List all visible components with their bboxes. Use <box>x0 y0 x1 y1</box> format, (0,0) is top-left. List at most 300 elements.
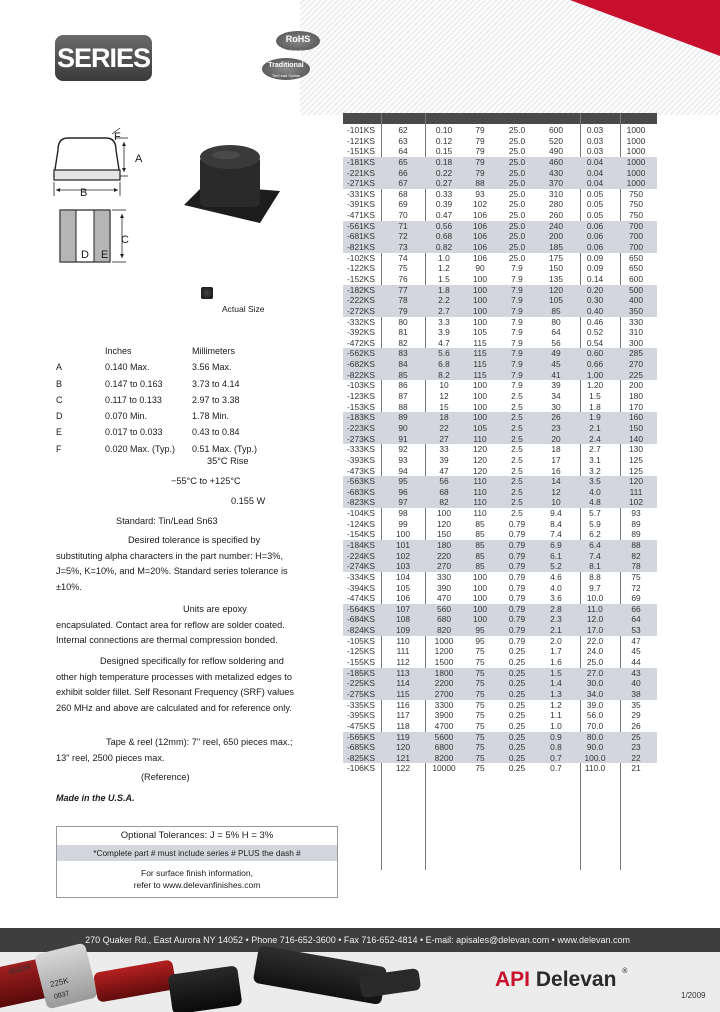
table-cell: 600 <box>629 273 643 284</box>
table-cell: 7.4 <box>589 550 601 561</box>
table-cell: 0.66 <box>586 359 604 370</box>
table-cell: 102 <box>396 550 410 561</box>
table-cell: 0.54 <box>586 337 604 348</box>
table-cell: 7.9 <box>511 337 523 348</box>
coil-image <box>93 959 177 1002</box>
table-cell: 7.9 <box>511 295 523 306</box>
table-cell: 1000 <box>626 167 646 178</box>
table-row <box>343 444 657 455</box>
label-c: C <box>121 234 129 246</box>
table-row <box>343 476 657 487</box>
table-cell: 0.15 <box>435 146 453 157</box>
table-row <box>343 125 657 136</box>
table-cell: 0.56 <box>435 220 453 231</box>
table-cell: 117 <box>396 710 410 721</box>
table-cell: 2.3 <box>550 614 562 625</box>
table-cell: 105 <box>473 422 487 433</box>
table-cell: 122 <box>396 763 410 774</box>
table-cell: 22 <box>439 422 449 433</box>
api-delevan-logo <box>495 968 627 992</box>
table-cell: 300 <box>629 337 643 348</box>
table-cell: 102 <box>473 199 487 210</box>
dimension-cell: 0.020 Max. (Typ.) <box>105 443 176 454</box>
table-cell: 1.5 <box>550 667 562 678</box>
table-cell: 0.27 <box>435 178 453 189</box>
table-cell: 83 <box>398 348 408 359</box>
table-cell: 87 <box>398 391 408 402</box>
table-cell: 100 <box>473 571 487 582</box>
table-cell: 0.03 <box>586 125 604 135</box>
table-cell: 25.0 <box>508 210 526 221</box>
table-cell: 25.0 <box>508 178 526 189</box>
table-cell: 11.0 <box>587 603 603 614</box>
table-cell: 750 <box>629 188 643 199</box>
table-cell: 0.33 <box>435 188 453 199</box>
table-row <box>343 412 657 423</box>
component-marking: 0837 <box>53 990 71 1001</box>
table-cell: 520 <box>549 135 563 146</box>
table-cell: 0.12 <box>435 135 453 146</box>
table-cell: 7.9 <box>511 273 523 284</box>
table-row <box>343 604 657 615</box>
table-cell: 100 <box>473 614 487 625</box>
table-cell: 1.8 <box>438 284 450 295</box>
dimensions-header <box>56 343 292 359</box>
table-cell: 1.00 <box>586 369 604 380</box>
table-cell: 75 <box>475 763 485 774</box>
table-cell: 7.9 <box>511 359 523 370</box>
table-row <box>343 210 657 221</box>
table-cell: 79 <box>475 146 485 157</box>
table-cell: 2.5 <box>511 433 523 444</box>
table-cell: -185KS <box>347 667 375 678</box>
table-cell: 106 <box>396 593 410 604</box>
table-cell: 820 <box>437 625 451 636</box>
table-cell: 75 <box>631 571 641 582</box>
table-cell: 0.04 <box>586 167 604 178</box>
table-cell: -824KS <box>347 625 375 636</box>
table-cell: 25.0 <box>508 252 526 263</box>
table-cell: 106 <box>473 220 487 231</box>
table-cell: 17.0 <box>586 625 604 636</box>
table-cell: -474KS <box>347 593 375 604</box>
table-cell: 3.3 <box>438 316 450 327</box>
table-cell: 1.2 <box>550 699 562 710</box>
logo-delevan: Delevan <box>535 968 617 991</box>
table-cell: 2.5 <box>511 391 523 402</box>
table-cell: 0.40 <box>586 305 604 316</box>
table-cell: 0.7 <box>550 752 562 763</box>
table-row <box>343 678 657 689</box>
table-row <box>343 327 657 338</box>
packaging-paragraph: Tape & reel (12mm): 7" reel, 650 pieces max.; 13" reel, 2500 pieces max. <box>56 737 293 763</box>
table-cell: 78 <box>398 295 408 306</box>
table-cell: 56 <box>439 476 449 487</box>
table-cell: 0.25 <box>508 646 526 657</box>
component-marking: 4590R <box>7 962 33 977</box>
table-cell: 5.7 <box>589 508 601 519</box>
table-cell: 75 <box>475 710 485 721</box>
table-cell: 1500 <box>434 657 454 668</box>
table-cell: 116 <box>396 699 410 710</box>
table-row <box>343 455 657 466</box>
table-cell: 560 <box>437 603 451 614</box>
dimension-row <box>56 359 292 375</box>
table-cell: 0.79 <box>508 518 526 529</box>
table-cell: 0.68 <box>435 231 453 242</box>
revision-date: 1/2009 <box>681 991 706 1000</box>
table-cell: 84 <box>398 359 408 370</box>
table-cell: 3.2 <box>589 465 601 476</box>
table-cell: 120 <box>396 742 410 753</box>
parts-table <box>343 125 657 774</box>
table-cell: 100 <box>473 295 487 306</box>
dimension-cell: 0.070 Min. <box>105 411 148 422</box>
table-cell: 0.20 <box>586 284 604 295</box>
table-cell: 85 <box>475 561 485 572</box>
table-cell: 100 <box>473 316 487 327</box>
table-row <box>343 561 657 572</box>
table-cell: 22.0 <box>586 635 604 646</box>
table-cell: 16 <box>551 465 561 476</box>
table-cell: 1000 <box>626 178 646 189</box>
table-row <box>343 742 657 753</box>
table-cell: 3300 <box>434 699 454 710</box>
traditional-badge-label: Traditional <box>268 62 304 69</box>
dimension-cell: 2.97 to 3.38 <box>192 394 240 405</box>
table-row <box>343 519 657 530</box>
table-cell: 97 <box>398 497 408 508</box>
reference-label: (Reference) <box>141 772 190 782</box>
table-cell: 310 <box>629 327 643 338</box>
table-cell: 67 <box>398 178 408 189</box>
table-cell: 115 <box>473 348 487 359</box>
table-cell: 0.25 <box>508 742 526 753</box>
rohs-badge-sub: Compliant <box>288 48 307 53</box>
table-cell: 91 <box>398 433 408 444</box>
table-cell: 225 <box>629 369 643 380</box>
optional-tolerances: Optional Tolerances: J = 5% H = 3% <box>120 830 274 841</box>
table-cell: 0.60 <box>586 348 604 359</box>
table-cell: 2.0 <box>550 635 562 646</box>
table-cell: -152KS <box>347 273 375 284</box>
table-cell: 75 <box>475 731 485 742</box>
component-marking: 225K <box>49 975 70 990</box>
table-row <box>343 263 657 274</box>
table-cell: 370 <box>549 178 563 189</box>
table-cell: 8.4 <box>550 518 562 529</box>
table-cell: 120 <box>437 518 451 529</box>
table-cell: 22 <box>631 752 641 763</box>
table-cell: 130 <box>629 444 643 455</box>
table-cell: 85 <box>475 539 485 550</box>
table-cell: 20 <box>551 433 561 444</box>
table-cell: 750 <box>629 199 643 210</box>
table-cell: 109 <box>396 625 410 636</box>
design-paragraph: Designed specifically for reflow soldering and other high temperature processes with metalized edges to exhibit solder fillet. Self Resonant Frequency (SRF) values 260 MHz and above are calculated and for reference only. <box>56 656 294 713</box>
table-cell: 64 <box>398 146 408 157</box>
table-cell: 26 <box>551 412 561 423</box>
table-cell: 500 <box>629 284 643 295</box>
table-cell: 185 <box>549 242 563 253</box>
table-cell: 7.9 <box>511 327 523 338</box>
table-cell: 14 <box>551 476 561 487</box>
table-cell: 4.6 <box>550 571 562 582</box>
inductor-photo <box>182 143 282 225</box>
table-row <box>343 157 657 168</box>
table-cell: 110 <box>396 635 410 646</box>
table-cell: 180 <box>629 391 643 402</box>
table-cell: -273KS <box>347 433 375 444</box>
table-cell: 3900 <box>434 710 454 721</box>
finish-info-line-2[interactable]: refer to www.delevanfinishes.com <box>133 880 261 890</box>
table-cell: 85 <box>551 305 561 316</box>
table-cell: 25.0 <box>508 199 526 210</box>
table-row <box>343 402 657 413</box>
table-cell: -182KS <box>347 284 375 295</box>
table-cell: 75 <box>475 720 485 731</box>
dimension-cell: 0.51 Max. (Typ.) <box>192 443 258 454</box>
table-row <box>343 380 657 391</box>
table-cell: 1.4 <box>550 678 562 689</box>
table-cell: -272KS <box>347 305 375 316</box>
table-cell: 106 <box>473 231 487 242</box>
table-cell: 34 <box>551 391 561 402</box>
table-cell: -822KS <box>347 369 375 380</box>
table-cell: -333KS <box>347 444 375 455</box>
table-cell: 25.0 <box>508 146 526 157</box>
temperature-rise: 35°C Rise <box>207 456 249 466</box>
table-cell: 90 <box>475 263 485 274</box>
table-row <box>343 391 657 402</box>
table-cell: 115 <box>396 688 410 699</box>
contact-footer: 270 Quaker Rd., East Aurora NY 14052 • Phone 716-652-3600 • Fax 716-652-4814 • E-mail: apisales@delevan.com • www.delevan.com <box>0 928 720 952</box>
table-cell: 1.0 <box>438 252 450 263</box>
table-cell: 0.06 <box>586 231 604 242</box>
dimension-cell: 3.56 Max. <box>192 362 232 373</box>
table-cell: 75 <box>475 752 485 763</box>
table-cell: 25.0 <box>508 135 526 146</box>
table-cell: -222KS <box>347 295 375 306</box>
table-cell: -274KS <box>347 561 375 572</box>
table-cell: 0.03 <box>586 135 604 146</box>
table-cell: 17 <box>551 454 561 465</box>
complete-part-note: *Complete part # must include series # PLUS the dash # <box>57 845 337 861</box>
corner-accent <box>570 0 720 56</box>
table-cell: 79 <box>475 156 485 167</box>
table-cell: 0.7 <box>550 763 562 774</box>
table-cell: 4.0 <box>589 486 601 497</box>
table-cell: 26 <box>631 720 641 731</box>
table-row <box>343 189 657 200</box>
table-cell: 15 <box>439 401 449 412</box>
table-cell: 76 <box>398 273 408 284</box>
table-cell: 39 <box>551 380 561 391</box>
table-cell: -394KS <box>347 582 375 593</box>
table-cell: 41 <box>551 369 561 380</box>
table-cell: 106 <box>473 242 487 253</box>
table-cell: 25.0 <box>508 220 526 231</box>
table-cell: 80 <box>551 316 561 327</box>
table-cell: -151KS <box>347 146 375 157</box>
table-row <box>343 434 657 445</box>
table-cell: 94 <box>398 465 408 476</box>
table-cell: -393KS <box>347 454 375 465</box>
table-row <box>343 317 657 328</box>
table-cell: -184KS <box>347 539 375 550</box>
table-cell: 90.0 <box>586 742 604 753</box>
table-row <box>343 583 657 594</box>
millimeters-header: Millimeters <box>192 346 236 356</box>
table-cell: 2.5 <box>511 422 523 433</box>
table-cell: -821KS <box>347 242 375 253</box>
table-cell: 75 <box>475 657 485 668</box>
table-cell: 0.79 <box>508 603 526 614</box>
table-cell: 0.25 <box>508 763 526 774</box>
table-cell: 40 <box>631 678 641 689</box>
table-cell: 68 <box>439 486 449 497</box>
table-cell: 85 <box>475 518 485 529</box>
table-cell: 2.5 <box>511 465 523 476</box>
table-cell: 120 <box>473 444 487 455</box>
table-cell: 47 <box>439 465 449 476</box>
table-cell: 135 <box>549 273 563 284</box>
table-cell: 1.3 <box>550 688 562 699</box>
table-row <box>343 199 657 210</box>
table-cell: 53 <box>631 625 641 636</box>
table-cell: 1.20 <box>586 380 604 391</box>
table-cell: -473KS <box>347 465 375 476</box>
table-row <box>343 668 657 679</box>
table-cell: 69 <box>398 199 408 210</box>
table-cell: -105KS <box>347 635 375 646</box>
table-cell: 0.79 <box>508 582 526 593</box>
table-cell: 107 <box>396 603 410 614</box>
table-cell: 27.0 <box>586 667 604 678</box>
table-cell: 38 <box>631 688 641 699</box>
table-cell: 25.0 <box>508 156 526 167</box>
table-cell: 79 <box>398 305 408 316</box>
table-cell: -334KS <box>347 571 375 582</box>
dimension-drawing <box>46 128 156 268</box>
table-cell: -224KS <box>347 550 375 561</box>
table-cell: -335KS <box>347 699 375 710</box>
dimension-cell: 3.73 to 4.14 <box>192 378 240 389</box>
actual-size-label: Actual Size <box>222 304 265 314</box>
table-cell: 0.05 <box>586 210 604 221</box>
finish-standard: Standard: Tin/Lead Sn63 <box>116 516 218 526</box>
tolerance-paragraph: Desired tolerance is specified by substituting alpha characters in the part number: H=3%, J=5%, K=10%, and M=20%. Standard series tolerance is ±10%. <box>56 535 288 592</box>
table-row <box>343 689 657 700</box>
table-cell: 75 <box>398 263 408 274</box>
table-cell: 110 <box>473 497 487 508</box>
table-cell: -223KS <box>347 422 375 433</box>
table-row <box>343 168 657 179</box>
table-cell: 100 <box>473 273 487 284</box>
table-cell: 220 <box>437 550 451 561</box>
table-cell: 7.9 <box>511 263 523 274</box>
table-cell: 45 <box>631 646 641 657</box>
options-box <box>56 826 338 898</box>
table-cell: 750 <box>629 210 643 221</box>
table-cell: 650 <box>629 252 643 263</box>
table-cell: 90 <box>398 422 408 433</box>
table-cell: 0.79 <box>508 539 526 550</box>
table-cell: 105 <box>549 295 563 306</box>
table-cell: 260 <box>549 210 563 221</box>
table-cell: 72 <box>631 582 641 593</box>
dimension-row <box>56 424 292 440</box>
table-cell: 1200 <box>434 646 454 657</box>
table-cell: -124KS <box>347 518 375 529</box>
table-cell: 100 <box>473 284 487 295</box>
table-cell: 0.25 <box>508 710 526 721</box>
table-cell: 100 <box>473 412 487 423</box>
dimensions-table <box>56 343 292 457</box>
table-cell: -562KS <box>347 348 375 359</box>
dimension-cell: A <box>56 362 63 373</box>
table-cell: 2.5 <box>511 476 523 487</box>
table-row <box>343 242 657 253</box>
table-cell: 8.8 <box>589 571 601 582</box>
table-cell: 4700 <box>434 720 454 731</box>
table-cell: 25.0 <box>508 242 526 253</box>
table-cell: 44 <box>631 657 641 668</box>
registered-mark: ® <box>622 968 628 975</box>
table-row <box>343 348 657 359</box>
table-cell: -475KS <box>347 720 375 731</box>
table-cell: 96 <box>398 486 408 497</box>
table-cell: 0.25 <box>508 731 526 742</box>
table-cell: 79 <box>475 167 485 178</box>
table-cell: 0.30 <box>586 295 604 306</box>
table-cell: 0.09 <box>586 252 604 263</box>
table-cell: 2.5 <box>511 401 523 412</box>
label-f: F <box>114 131 121 143</box>
dimension-cell: 0.147 to 0.163 <box>105 378 163 389</box>
table-cell: 88 <box>398 401 408 412</box>
table-cell: 0.25 <box>508 720 526 731</box>
table-row <box>343 423 657 434</box>
table-cell: 0.10 <box>435 125 453 135</box>
table-cell: 2.5 <box>511 444 523 455</box>
finish-info <box>57 867 337 891</box>
table-row <box>343 497 657 508</box>
table-cell: 330 <box>629 316 643 327</box>
table-cell: -685KS <box>347 742 375 753</box>
table-cell: 82 <box>631 550 641 561</box>
table-row <box>343 625 657 636</box>
table-cell: 75 <box>475 646 485 657</box>
table-cell: -102KS <box>347 252 375 263</box>
table-row <box>343 646 657 657</box>
dimension-row <box>56 408 292 424</box>
table-cell: 75 <box>475 742 485 753</box>
table-cell: 39 <box>439 454 449 465</box>
table-cell: 5.9 <box>589 518 601 529</box>
table-cell: -101KS <box>347 125 375 135</box>
table-cell: 7.4 <box>550 529 562 540</box>
table-header-bar <box>343 113 657 124</box>
table-cell: -564KS <box>347 603 375 614</box>
table-cell: 34.0 <box>586 688 604 699</box>
table-row <box>343 636 657 647</box>
table-cell: 10000 <box>432 763 456 774</box>
table-cell: 75 <box>475 688 485 699</box>
table-cell: -825KS <box>347 752 375 763</box>
table-cell: -563KS <box>347 476 375 487</box>
table-row <box>343 753 657 764</box>
